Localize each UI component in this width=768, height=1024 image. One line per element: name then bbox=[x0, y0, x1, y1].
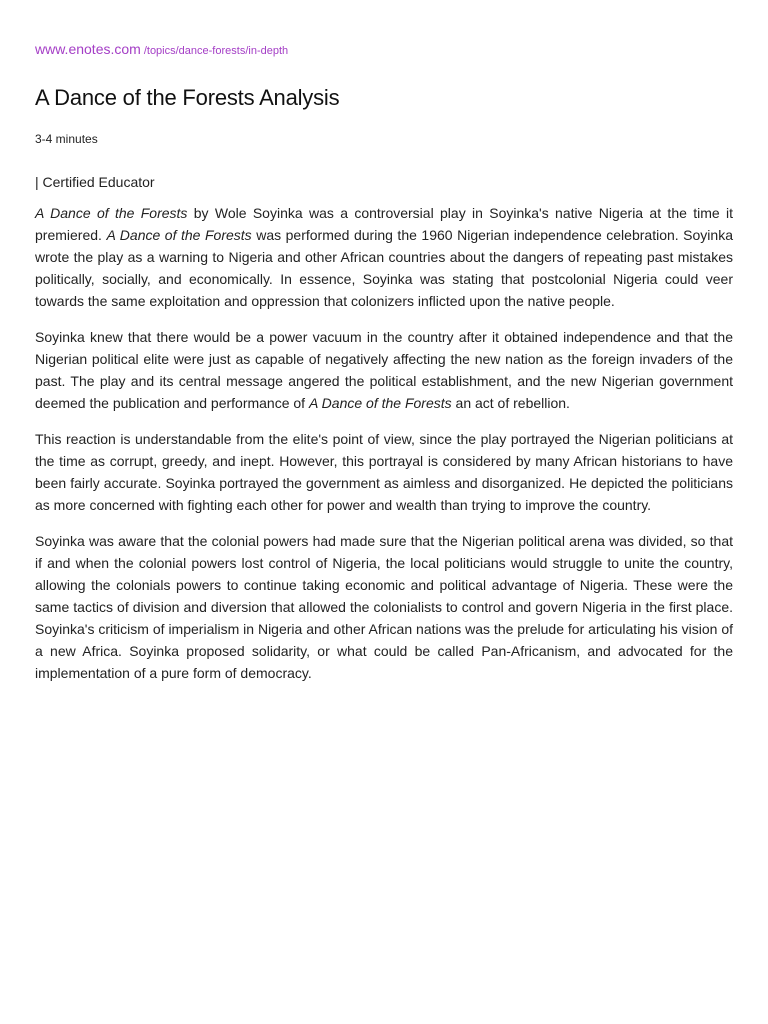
work-title-italic: A Dance of the Forests bbox=[106, 227, 252, 243]
page-title: A Dance of the Forests Analysis bbox=[35, 85, 340, 110]
work-title-italic: A Dance of the Forests bbox=[35, 205, 188, 221]
source-path-link[interactable]: /topics/dance-forests/in-depth bbox=[143, 45, 289, 57]
source-url bbox=[35, 39, 733, 59]
paragraph-text: Soyinka knew that there would be a power vacuum in the country after it obtained independence and that the Nigerian political elite were just as capable of negatively affecting the new nation as the foreign invaders of the past. The play and its central message angered the political establishment, and the new Nigerian government deemed the publication and performance of bbox=[35, 329, 733, 411]
paragraph-text: by Wole Soyinka was a controversial play in Soyinka's native Nigeria at the time it premiered. bbox=[35, 205, 733, 243]
work-title-italic: A Dance of the Forests bbox=[308, 395, 452, 411]
read-time: 3-4 minutes bbox=[35, 132, 98, 146]
paragraph-text: Soyinka was aware that the colonial powers had made sure that the Nigerian political arena was divided, so that if and when the colonial powers lost control of Nigeria, the local politicians would struggle to unite the country, allowing the colonials powers to continue taking economic and political advantage of Nigeria. These were the same tactics of division and diversion that allowed the colonialists to control and govern Nigeria in the first place. Soyinka's criticism of imperialism in Nigeria and other African nations was the prelude for articulating his vision of a new Africa. Soyinka proposed solidarity, or what could be called Pan-Africanism, and advocated for the implementation of a pure form of democracy. bbox=[35, 533, 733, 681]
article-paragraph bbox=[35, 530, 733, 684]
byline: | Certified Educator bbox=[35, 174, 155, 190]
source-domain-link[interactable]: www.enotes.com bbox=[35, 41, 141, 57]
paragraph-text: This reaction is understandable from the elite's point of view, since the play portrayed the Nigerian politicians at the time as corrupt, greedy, and inept. However, this portrayal is considered by many African historians to have been fairly accurate. Soyinka portrayed the government as aimless and disorganized. He depicted the politicians as more concerned with fighting each other for power and wealth than trying to improve the country. bbox=[35, 431, 733, 513]
article-paragraph bbox=[35, 202, 733, 312]
article-body bbox=[35, 202, 733, 684]
article-paragraph bbox=[35, 326, 733, 414]
paragraph-text: was performed during the 1960 Nigerian independence celebration. Soyinka wrote the play as a warning to Nigeria and other African countries about the dangers of repeating past mistakes politically, socially, and economically. In essence, Soyinka was stating that postcolonial Nigeria could veer towards the same exploitation and oppression that colonizers inflicted upon the native people. bbox=[35, 227, 733, 309]
paragraph-text: an act of rebellion. bbox=[451, 395, 570, 411]
article-paragraph bbox=[35, 428, 733, 516]
